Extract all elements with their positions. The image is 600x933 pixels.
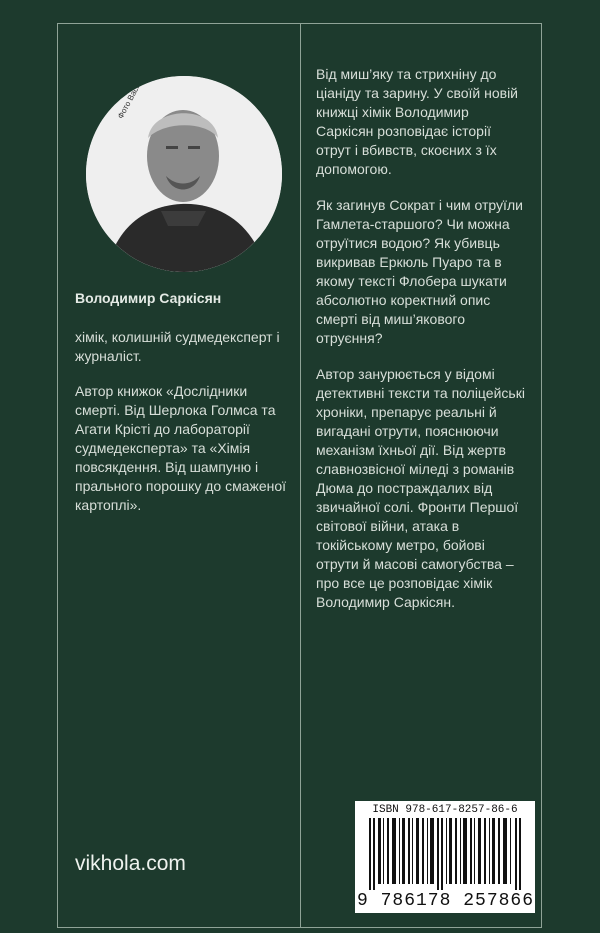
author-bio: хімік, колишній судмедексперт і журналіст. — [75, 329, 280, 364]
barcode-bars — [369, 818, 521, 890]
author-section — [75, 290, 290, 531]
description-paragraph-3: Автор занурюється у відомі детективні тексти та поліцейські хроніки, препарує реальні й вигадані отрути, пояснюючи механізм їхньої дії. Від жертв славнозвісної міледі з романів Дюма до постраждалих від звичайної солі. Фронти Першої світової війни, атака в токійському метро, бойові отрути й масові самогубства – про все це розповідає хімік Володимир Саркісян. — [316, 366, 525, 610]
isbn-label: ISBN 978-617-8257-86-6 — [372, 804, 518, 816]
book-description — [316, 65, 528, 629]
description-paragraph-1: Від миш’яку та стрихніну до ціаніду та зарину. У своїй новій книжці хімік Володимир Саркісян розповідає історії отрут і вбивств, скоєних з їх допомогою. — [316, 66, 519, 177]
isbn-barcode — [355, 801, 535, 913]
ean-digits: 9 786178 257866 — [357, 891, 535, 911]
publisher-website[interactable]: vikhola.com — [75, 852, 186, 875]
author-photo — [86, 76, 282, 272]
column-divider — [300, 23, 301, 928]
author-name: Володимир Саркісян — [75, 290, 222, 306]
author-books: Автор книжок «Дослідники смерті. Від Шерлока Голмса та Агати Крісті до лабораторії судмедексперта» та «Хімія повсякдення. Від шампуню і пральногo порошку до смаженої картоплі». — [75, 383, 287, 513]
author-portrait-image — [86, 76, 282, 272]
description-paragraph-2: Як загинув Сократ і чим отруїли Гамлета-старшого? Чи можна отруїтися водою? Як убивць викривав Еркюль Пуаро та в якому тексті Флобера шукати абсолютно коректний опис смерті від миш’якового отруєння? — [316, 197, 523, 346]
